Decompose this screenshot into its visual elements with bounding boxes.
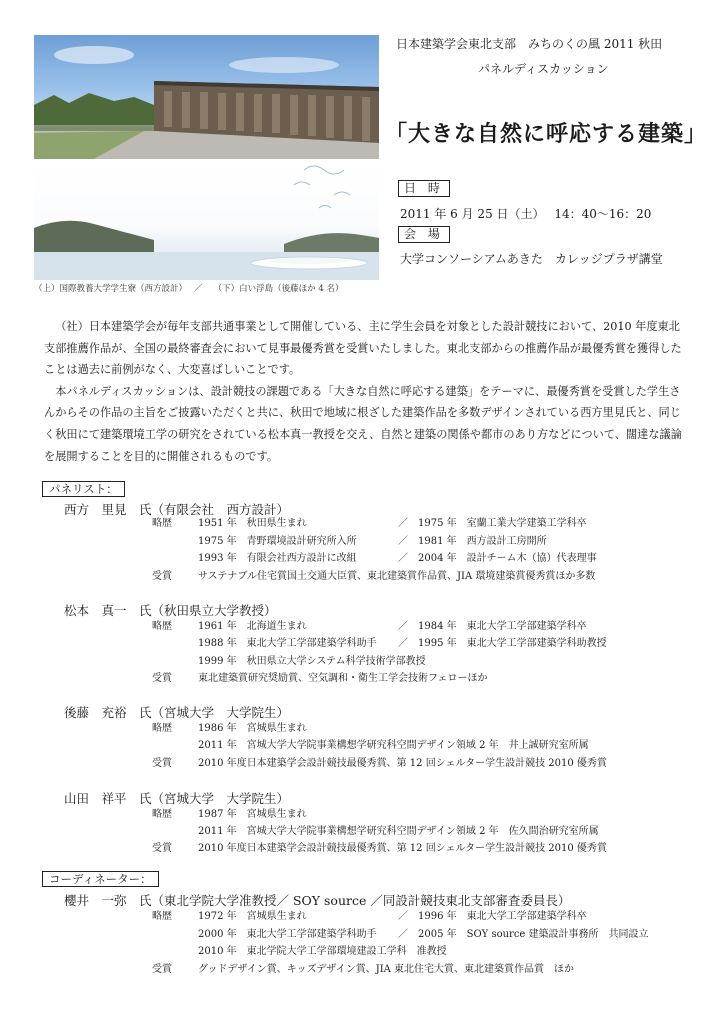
award-text: グッドデザイン賞、キッズデザイン賞、JIA 東北住宅大賞、東北建築賞作品賞 ほか — [198, 964, 575, 975]
intro-text — [44, 316, 684, 467]
award-text: 東北建築賞研究奨励賞、空気調和・衛生工学会技術フェローほか — [198, 673, 488, 684]
award-label: 受賞 — [152, 758, 172, 769]
panelist-nishikata-name: 西方 里見 氏（有限会社 西方設計） — [64, 502, 290, 517]
career-entry: 1986 年 宮城県生まれ — [198, 723, 307, 734]
career-entry: 1987 年 宮城県生まれ — [198, 809, 307, 820]
career-entry: ／ 1984 年 東北大学工学部建築学科卒 — [398, 621, 587, 632]
career-entry: 1975 年 青野環境設計研究所入所 — [198, 536, 357, 547]
career-label: 略歴 — [152, 518, 172, 529]
panelists-label: パネリスト： — [42, 481, 125, 497]
organizer-line: 日本建築学会東北支部 みちのくの風 2011 秋田 — [396, 37, 663, 51]
dormitory-photo — [34, 35, 379, 159]
career-entry: ／ 1981 年 西方設計工房開所 — [398, 536, 547, 547]
dormitory-illustration — [34, 35, 379, 159]
award-text: サステナブル住宅賞国土交通大臣賞、東北建築賞作品賞、JIA 環境建築賞優秀賞ほか多数 — [198, 571, 596, 582]
coordinator-label: コーディネーター： — [42, 871, 159, 887]
career-entry: ／ 1975 年 室蘭工業大学建築工学科卒 — [398, 518, 587, 529]
career-entry: 2011 年 宮城大学大学院事業構想学研究科空間デザイン領域 2 年 井上誠研究室所属 — [198, 740, 589, 751]
career-entry: ／ 2005 年 SOY source 建築設計事務所 共同設立 — [398, 929, 649, 940]
panelist-yamada-name: 山田 祥平 氏（宮城大学 大学院生） — [64, 791, 290, 806]
career-entry: 1988 年 東北大学工学部建築学科助手 — [198, 638, 377, 649]
career-entry: 2011 年 宮城大学大学院事業構想学研究科空間デザイン領域 2 年 佐久間治研究室所属 — [198, 826, 599, 837]
venue-label: 会 場 — [398, 226, 450, 243]
date-label: 日 時 — [398, 180, 450, 197]
career-entry: 2000 年 東北大学工学部建築学科助手 — [198, 929, 377, 940]
career-entry: 2010 年 東北学院大学工学部環境建設工学科 准教授 — [198, 946, 447, 957]
career-entry: 1993 年 有限会社西方設計に改組 — [198, 553, 357, 564]
career-entry: 1999 年 秋田県立大学システム科学技術学部教授 — [198, 656, 426, 667]
career-entry: ／ 1996 年 東北大学工学部建築学科卒 — [398, 911, 587, 922]
award-label: 受賞 — [152, 571, 172, 582]
career-label: 略歴 — [152, 809, 172, 820]
venue-value: 大学コンソーシアムあきた カレッジプラザ講堂 — [400, 252, 663, 266]
panelist-goto-name: 後藤 充裕 氏（宮城大学 大学院生） — [64, 705, 290, 720]
career-entry: ／ 1995 年 東北大学工学部建築学科助教授 — [398, 638, 607, 649]
intro-paragraph-2: 本パネルディスカッションは、設計競技の課題である「大きな自然に呼応する建築」をテーマに、最優秀賞を受賞した学生さんからその作品の主旨をご披露いただくと共に、秋田で地域に根ざした建築作品を多数デザインされている西方里見氏と、同じく秋田にて建築環境工学の研究をされている松本真一教授を交え、自然と建築の関係や都市のあり方などについて、闊達な議論を展開することを目的に開催されるものです。 — [44, 384, 682, 463]
award-text: 2010 年度日本建築学会設計競技最優秀賞、第 12 回シェルター学生設計競技 2010 優秀賞 — [198, 843, 607, 854]
floating-island-image — [34, 160, 379, 280]
award-label: 受賞 — [152, 964, 172, 975]
career-entry: 1951 年 秋田県生まれ — [198, 518, 307, 529]
career-entry: ／ 2004 年 設計チーム木（協）代表理事 — [398, 553, 597, 564]
career-entry: 1972 年 宮城県生まれ — [198, 911, 307, 922]
panelist-matsumoto-name: 松本 真一 氏（秋田県立大学教授） — [64, 603, 277, 618]
career-label: 略歴 — [152, 621, 172, 632]
floating-island-illustration — [34, 160, 379, 280]
award-text: 2010 年度日本建築学会設計競技最優秀賞、第 12 回シェルター学生設計競技 2010 優秀賞 — [198, 758, 607, 769]
award-label: 受賞 — [152, 843, 172, 854]
coordinator-sakurai-name: 櫻井 一弥 氏（東北学院大学准教授／ SOY source ／同設計競技東北支部審査委員長） — [64, 893, 571, 908]
photo-caption: （上）国際教養大学学生寮（西方設計） ／ （下）白い浮島（後藤ほか 4 名） — [34, 284, 344, 294]
page-title: 「大きな自然に呼応する建築」 — [385, 121, 708, 147]
date-value: 2011 年 6 月 25 日（土） 14：40〜16：20 — [400, 207, 652, 221]
career-label: 略歴 — [152, 911, 172, 922]
event-type: パネルディスカッション — [478, 62, 609, 76]
career-entry: 1961 年 北海道生まれ — [198, 621, 307, 632]
award-label: 受賞 — [152, 673, 172, 684]
career-label: 略歴 — [152, 723, 172, 734]
intro-paragraph-1: （社）日本建築学会が毎年支部共通事業として開催している、主に学生会員を対象とした設計競技において、2010 年度東北支部推薦作品が、全国の最終審査会において見事最優秀賞を受賞いたしました。東北支部からの推薦作品が最優秀賞を獲得したことは過去に前例がなく、大変喜ばしいことです。 — [44, 320, 682, 377]
